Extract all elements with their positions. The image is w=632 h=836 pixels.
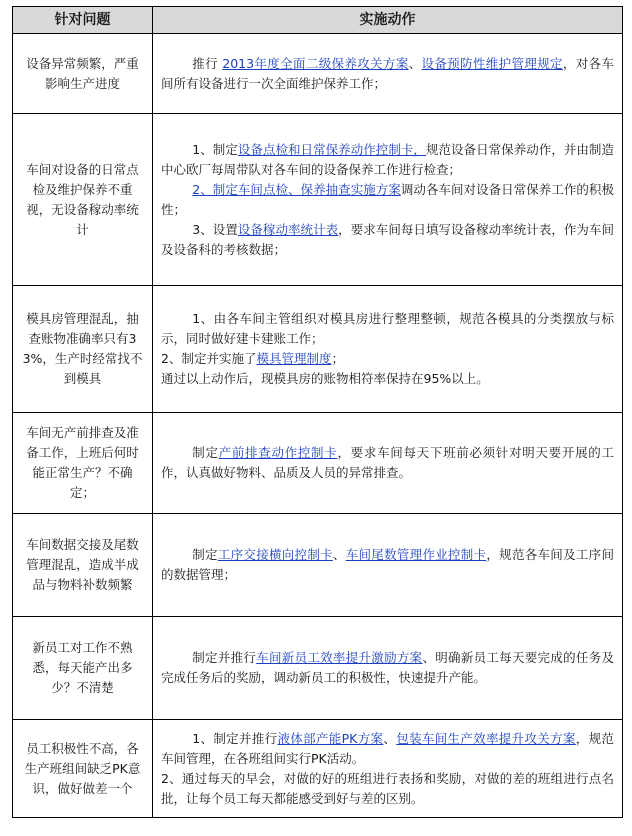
action-text: ，要求车间每天下班前必须针对明天要开展的工作，认真做好物料、品质及人员的异常排查。 — [161, 445, 614, 480]
action-paragraph — [161, 220, 614, 260]
action-paragraph — [161, 180, 614, 220]
problem-cell: 员工积极性不高，各生产班组间缺乏PK意识，做好做差一个 — [13, 720, 153, 818]
document-link[interactable]: 工序交接横向控制卡 — [217, 547, 333, 562]
table-header-row — [13, 7, 623, 34]
document-link[interactable]: 车间新员工效率提升激励方案 — [256, 650, 423, 665]
action-text: 3、设置 — [192, 221, 238, 237]
document-link[interactable]: 设备点检和日常保养动作控制卡， — [237, 141, 426, 157]
table-row — [13, 617, 623, 720]
action-cell — [153, 720, 623, 818]
action-cell — [153, 514, 623, 617]
document-link[interactable]: 2013年度全面二级保养攻关方案 — [222, 55, 409, 71]
document-link[interactable]: 车间尾数管理作业控制卡 — [345, 547, 487, 562]
action-paragraph — [161, 309, 614, 349]
action-paragraph — [161, 545, 614, 585]
action-cell — [153, 114, 623, 286]
action-text: 调动各车间对设备日常保养工作的积极性； — [161, 181, 614, 217]
document-link[interactable]: 产前排查动作控制卡 — [218, 445, 338, 460]
table-row — [13, 413, 623, 514]
action-text: ，规范车间管理，在各班组间实行PK活动。 — [161, 730, 614, 766]
action-table — [12, 6, 623, 818]
table-row — [13, 114, 623, 286]
action-paragraph — [161, 54, 614, 94]
action-text: 推行 — [192, 55, 223, 71]
problem-cell: 车间无产前排查及准备工作，上班后何时能正常生产？不确定； — [13, 413, 153, 514]
action-cell — [153, 413, 623, 514]
header-action: 实施动作 — [153, 7, 623, 34]
table-row — [13, 720, 623, 818]
problem-cell: 车间对设备的日常点检及维护保养不重视，无设备稼动率统计 — [13, 114, 153, 286]
action-paragraph — [161, 648, 614, 688]
action-text: 制定 — [192, 547, 218, 562]
action-cell — [153, 286, 623, 413]
action-text: 2、制定并实施了 — [161, 351, 257, 366]
document-link[interactable]: 模具管理制度 — [256, 351, 332, 366]
document-link[interactable]: 设备稼动率统计表 — [237, 221, 339, 237]
problem-cell: 新员工对工作不熟悉，每天能产出多少？不清楚 — [13, 617, 153, 720]
action-paragraph — [161, 349, 614, 369]
action-text: 、明确新员工每天要完成的任务及完成任务后的奖励，调动新员工的积极性，快速提升产能。 — [161, 650, 614, 685]
action-text: 、 — [332, 547, 346, 562]
action-paragraph — [161, 769, 614, 809]
action-cell — [153, 34, 623, 114]
action-text: ； — [331, 351, 344, 366]
action-text: 1、制定并推行 — [192, 730, 278, 746]
document-link[interactable]: 设备预防性维护管理规定 — [421, 55, 563, 71]
action-text: 2、通过每天的早会，对做的好的班组进行表扬和奖励，对做的差的班组进行点名批，让每个员工每天都能感受到好与差的区别。 — [161, 770, 614, 806]
action-text: 1、制定 — [192, 141, 238, 157]
problem-cell: 车间数据交接及尾数管理混乱，造成半成品与物料补数频繁 — [13, 514, 153, 617]
document-link[interactable]: 包装车间生产效率提升攻关方案 — [396, 730, 576, 746]
table-row — [13, 514, 623, 617]
document-link[interactable]: 液体部产能PK方案 — [277, 730, 384, 746]
table-row — [13, 286, 623, 413]
action-paragraph — [161, 369, 614, 389]
action-text: 、 — [408, 55, 422, 71]
table-row — [13, 34, 623, 114]
action-text: 规范设备日常保养动作，并由制造中心欧厂每周带队对各车间的设备保养工作进行检查； — [161, 141, 614, 177]
action-text: 制定并推行 — [192, 650, 257, 665]
problem-cell: 设备异常频繁，严重影响生产进度 — [13, 34, 153, 114]
action-text: 通过以上动作后，现模具房的账物相符率保持在95%以上。 — [161, 371, 489, 386]
action-text: 制定 — [192, 445, 219, 460]
header-problem: 针对问题 — [13, 7, 153, 34]
action-text: 1、由各车间主管组织对模具房进行整理整顿，规范各模具的分类摆放与标示，同时做好建卡建账工作； — [161, 311, 614, 346]
action-paragraph — [161, 729, 614, 769]
action-text: ，规范各车间及工序间的数据管理； — [161, 547, 614, 582]
document-link[interactable]: 2、制定车间点检、保养抽查实施方案 — [192, 181, 401, 197]
action-paragraph — [161, 443, 614, 483]
action-cell — [153, 617, 623, 720]
problem-cell: 模具房管理混乱，抽查账物准确率只有33%，生产时经常找不到模具 — [13, 286, 153, 413]
action-text: 、 — [383, 730, 397, 746]
action-paragraph — [161, 140, 614, 180]
action-text: ，要求车间每日填写设备稼动率统计表，作为车间及设备科的考核数据； — [161, 221, 614, 257]
action-text: ，对各车间所有设备进行一次全面维护保养工作； — [161, 55, 614, 91]
